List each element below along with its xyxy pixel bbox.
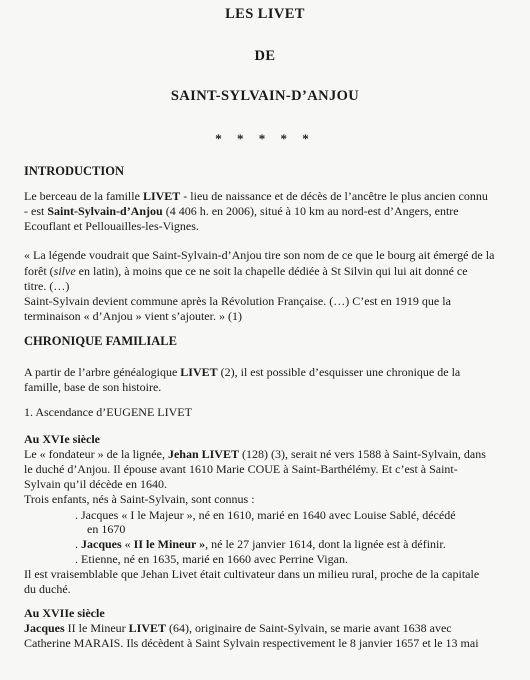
xvi-line-1: Le « fondateur » de la lignée, Jehan LIVET (128) (3), serait né vers 1588 à Saint-Sylvain, dans [24, 447, 486, 461]
intro-paragraph-1-line-2: - est Saint-Sylvain-d’Anjou (4 406 h. en 2006), situé à 10 km au nord-est d’Angers, entre [24, 204, 459, 218]
xvi-line-3: Sylvain qu’il décède en 1640. [24, 477, 167, 491]
xvi-century-heading: Au XVIe siècle [24, 432, 100, 446]
section-separator: * * * * * [215, 131, 315, 146]
child-1-line-1: . Jacques « I le Majeur », né en 1610, marié en 1640 avec Louise Sablé, décédé [75, 508, 456, 522]
chronique-paragraph-line-2: famille, base de son histoire. [24, 380, 162, 394]
quote-line-4: Saint-Sylvain devient commune après la Révolution Française. (…) C’est en 1919 que la [24, 294, 451, 308]
child-3-line: . Etienne, né en 1635, marié en 1660 avec Perrine Vigan. [75, 552, 348, 566]
xvi-line-6: du duché. [24, 582, 71, 596]
xvii-century-heading: Au XVIIe siècle [24, 606, 105, 620]
quote-line-5: terminaison « d’Anjou » vient s’ajouter. » (1) [24, 309, 242, 323]
document-subtitle: SAINT-SYLVAIN-D’ANJOU [170, 88, 360, 104]
quote-line-1: « La légende voudrait que Saint-Sylvain-d’Anjou tire son nom de ce que le bourg ait émergé de la [24, 248, 495, 262]
introduction-heading: INTRODUCTION [24, 164, 125, 178]
xvii-line-1: Jacques II le Mineur LIVET (64), originaire de Saint-Sylvain, se marie avant 1638 avec [24, 621, 452, 635]
chronique-paragraph-line-1: A partir de l’arbre généalogique LIVET (2), il est possible d’esquisser une chronique de la [24, 365, 461, 379]
child-2-line: . Jacques « II le Mineur », né le 27 janvier 1614, dont la lignée est à définir. [75, 537, 446, 551]
xvi-line-5: Il est vraisemblable que Jehan Livet était cultivateur dans un milieu rural, proche de la capitale [24, 567, 480, 581]
xvi-line-4: Trois enfants, nés à Saint-Sylvain, sont connus : [24, 492, 255, 506]
chronique-heading: CHRONIQUE FAMILIALE [24, 334, 177, 348]
xvi-line-2: le duché d’Anjou. Il épouse avant 1610 Marie COUE à Saint-Barthélémy. Et c’est à Saint- [24, 462, 458, 476]
intro-paragraph-1-line-1: Le berceau de la famille LIVET - lieu de naissance et de décès de l’ancêtre le plus ancien connu [24, 189, 488, 203]
xvii-line-2: Catherine MARAIS. Ils décèdent à Saint Sylvain respectivement le 8 janvier 1657 et le 13 mai [24, 636, 479, 650]
document-title: LES LIVET [225, 6, 305, 22]
quote-line-2: forêt (silve en latin), à moins que ce ne soit la chapelle dédiée à St Silvin qui lui ait donné ce [24, 264, 468, 278]
section-1-heading: 1. Ascendance d’EUGENE LIVET [24, 405, 192, 419]
quote-line-3: titre. (…) [24, 279, 70, 293]
child-1-line-2: en 1670 [87, 522, 126, 536]
title-connector: DE [254, 48, 276, 64]
intro-paragraph-1-line-3: Ecouflant et Pellouailles-les-Vignes. [24, 219, 199, 233]
